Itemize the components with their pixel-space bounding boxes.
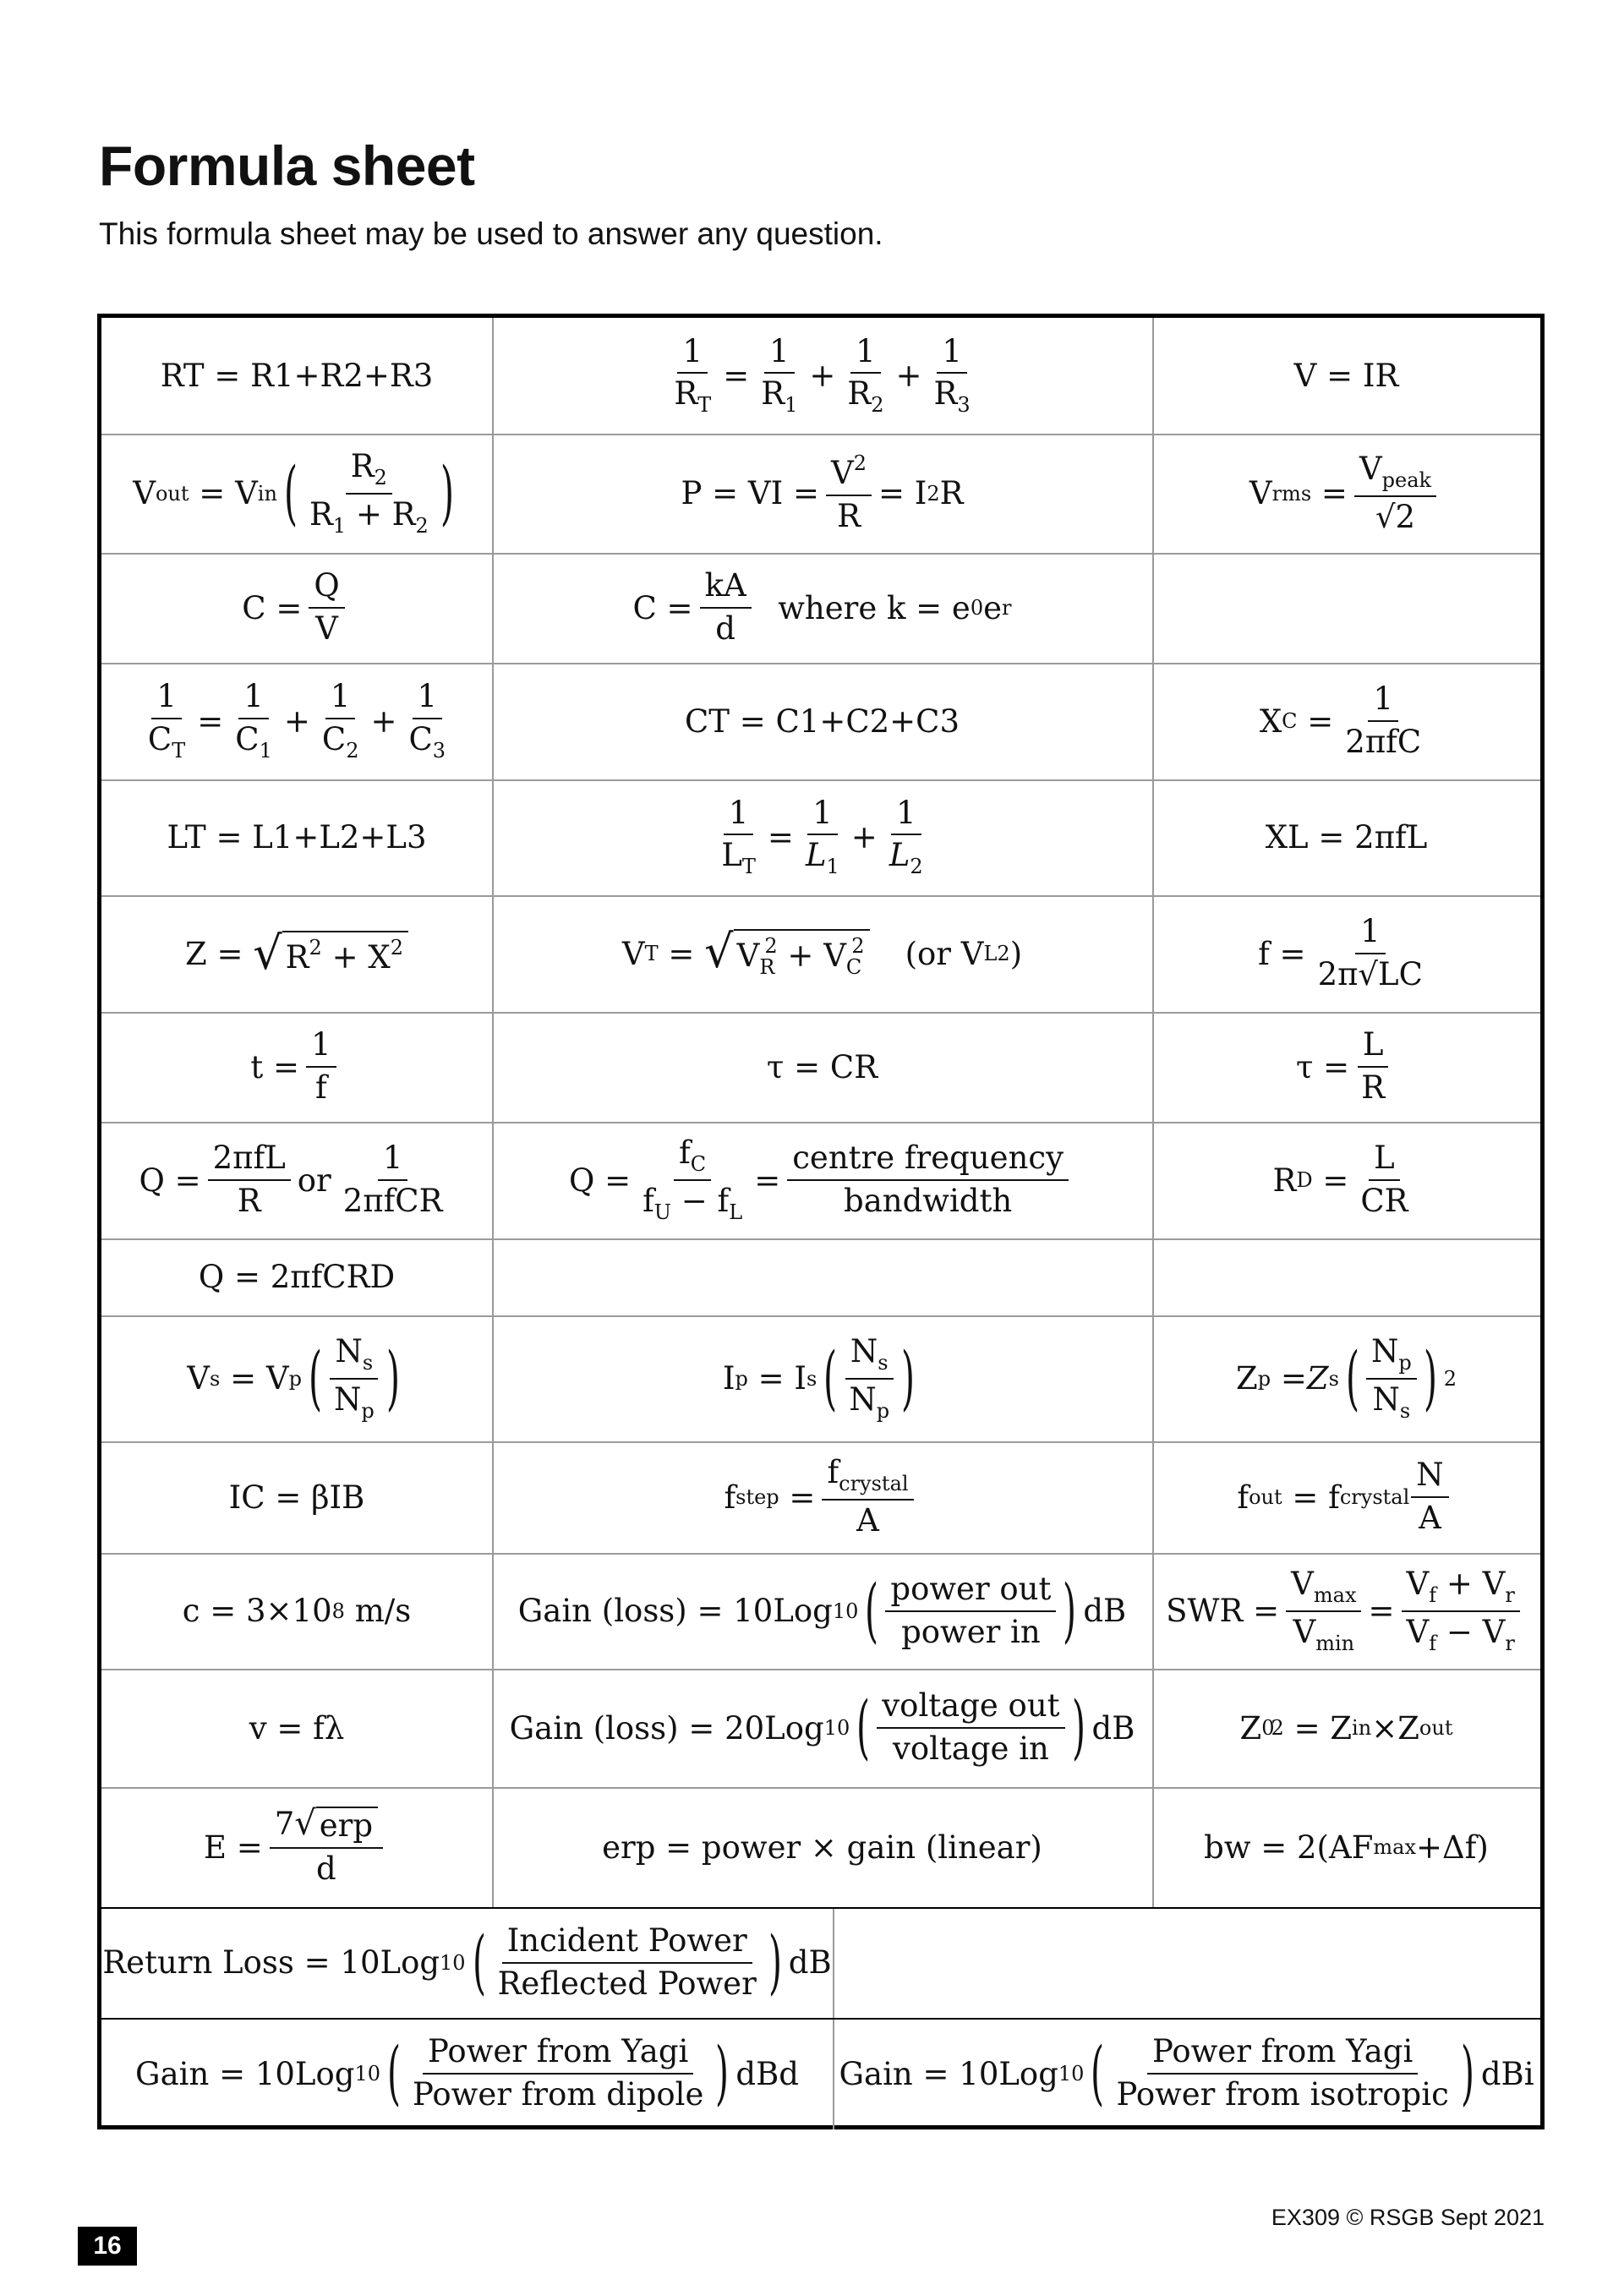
word-dbi: dBi: [1480, 2055, 1534, 2092]
formula-swr: SWR = $\frac{V_{max}}{V_{min}}$ = $\frac{V_f + V_r}{V_f - V_r}$: [1152, 1553, 1540, 1669]
formula-gain-voltage: Gain (loss) = 20Log 10 ( $\frac{\text{voltage out}}{\text{voltage in}}$ ) dB: [509, 1687, 1135, 1768]
word-power-from-isotropic: Power from isotropic: [1116, 2076, 1449, 2113]
formula-transformer-z: Z p = Z s ( $\frac{N_p}{N_s}$ ) 2: [1236, 1332, 1457, 1423]
formula-q-factor: Q = $\frac{\text{2πfL}}{R}$ or $\frac{1}{\text{2πfCR}}$: [139, 1140, 443, 1219]
word-voltage-out: voltage out: [877, 1688, 1064, 1729]
word-or: or: [297, 1162, 331, 1199]
formula-erp: [492, 1787, 1152, 1907]
formula-ohms-law-text: V = IR: [1293, 358, 1399, 394]
page-number: 16: [78, 2227, 137, 2266]
word-reflected-power: Reflected Power: [497, 1965, 757, 2002]
page-subtitle: This formula sheet may be used to answer any question.: [99, 216, 883, 251]
formula-wave-equation-text: v = fλ: [249, 1709, 345, 1747]
formula-tau-lr: τ = $\frac{L}{R}$: [1152, 1012, 1540, 1122]
formula-capacitance-q: C = $\frac{Q}{V}$: [101, 553, 492, 663]
formula-gain-dbi: Gain = 10Log 10 ( $\frac{\text{Power from Yagi}}{\text{Power from isotropic}}$ ) dBi: [839, 2033, 1534, 2113]
formula-f-step: f step = $\frac{f_{crystal}}{A}$: [492, 1441, 1152, 1553]
formula-gain-power: Gain (loss) = 10Log 10 ( $\frac{\text{power out}}{\text{power in}}$ ) dB: [517, 1570, 1127, 1651]
formula-transistor-gain: [101, 1441, 492, 1553]
word-power-in: power in: [901, 1613, 1041, 1650]
word-dbd: dBd: [735, 2055, 799, 2092]
formula-impedance: Z = √ $R^2 + X^2$: [101, 895, 492, 1012]
word-speed: c = 3×10: [182, 1593, 332, 1629]
word-db: dB: [1083, 1593, 1127, 1629]
formula-return-loss: Return Loss = 10Log 10 ( $\frac{\text{Incident Power}}{\text{Reflected Power}}$ ) dB: [102, 1922, 832, 2003]
page-title: Formula sheet: [99, 134, 475, 197]
formula-r-series-text: RT = R1+R2+R3: [160, 358, 434, 394]
formula-l-series-text: LT = L1+L2+L3: [167, 819, 427, 856]
formula-tau-cr-text: τ = CR: [766, 1048, 878, 1085]
word-or-vl: (or V: [905, 935, 984, 972]
word-voltage-in: voltage in: [892, 1730, 1049, 1767]
formula-field-strength: E = 7 √ erp d: [101, 1787, 492, 1907]
formula-capacitance-k: C = $\frac{kA}{d}$ where k = e 0 e r: [632, 567, 1012, 647]
formula-v-divider: V out = V in ( $\frac{R_2}{R_1 + R_2}$ ): [133, 447, 454, 538]
formula-c-series: $\frac{1}{C_T}$ = $\frac{1}{C_1}$ + $\frac{1}{C_2}$ + $\frac{1}{C_3}$: [147, 678, 446, 763]
formula-transistor-gain-text: IC = βIB: [228, 1479, 365, 1516]
formula-x-l-text: XL = 2πfL: [1265, 819, 1428, 856]
word-power-from-yagi: Power from Yagi: [423, 2034, 693, 2075]
formula-tau-cr: [492, 1012, 1152, 1122]
word-ms: m/s: [354, 1593, 412, 1629]
word-gain-loss: Gain (loss): [517, 1593, 687, 1629]
word-where: where: [778, 589, 878, 626]
formula-dynamic-resistance: R D = $\frac{L}{CR}$: [1272, 1140, 1408, 1219]
formula-bandwidth: bw = 2(AF max +Δf): [1204, 1829, 1489, 1866]
formula-c-parallel: [492, 663, 1152, 779]
formula-x-l: [1152, 779, 1540, 895]
formula-q-rd-text: Q = 2πfCRD: [198, 1259, 396, 1295]
formula-transformer-i: I p = I s ( $\frac{N_s}{N_p}$ ): [722, 1332, 916, 1423]
formula-speed-of-light: c = 3×10 8 m/s: [182, 1593, 412, 1629]
formula-q-bandwidth: Q = $\frac{f_C}{f_U - f_L}$ = $\frac{\text{centre frequency}}{\text{bandwidth}}$: [492, 1122, 1152, 1238]
formula-z0: Z 0 2 = Z in ×Z out: [1239, 1709, 1453, 1747]
formula-q-rd: [101, 1238, 492, 1315]
formula-ohms-law: [1152, 318, 1540, 434]
formula-resonance: f = $\frac{1}{2\pi√LC}$: [1258, 913, 1423, 992]
formula-x-c: X C = $\frac{1}{\text{2πfC}}$: [1259, 681, 1422, 760]
word-return-loss: Return Loss: [102, 1944, 294, 1981]
word-power-from-dipole: Power from dipole: [413, 2076, 704, 2113]
formula-v-total: V T = √ $V_R^2 + V_C^2$ (or V L 2 ): [621, 924, 1023, 979]
word-erp: erp = power × gain (linear): [602, 1829, 1042, 1866]
formula-r-parallel: $\frac{1}{R_T}$ = $\frac{1}{R_1}$ + $\frac{1}{R_2}$ + $\frac{1}{R_3}$: [674, 332, 971, 418]
formula-r-series: [101, 318, 492, 434]
word-power-out: power out: [885, 1572, 1056, 1612]
formula-l-parallel: $\frac{1}{L_T}$ = $\frac{1}{L_1}$ + $\frac{1}{L_2}$: [721, 794, 923, 879]
formula-transformer-v: V s = V p ( $\frac{N_s}{N_p}$ ): [187, 1332, 400, 1423]
formula-period: t = $\frac{1}{f}$: [101, 1012, 492, 1122]
formula-f-out: f out = f crystal $\frac{N}{A}$: [1152, 1441, 1540, 1553]
formula-wave-equation: [101, 1669, 492, 1787]
formula-gain-dbd: Gain = 10Log 10 ( $\frac{\text{Power from Yagi}}{\text{Power from dipole}}$ ) dBd: [135, 2033, 799, 2113]
footer-code: EX309 © RSGB Sept 2021: [1271, 2205, 1545, 2230]
formula-table: [97, 314, 1545, 2129]
word-gain: Gain: [135, 2055, 210, 2092]
word-centre-frequency: centre frequency: [787, 1140, 1069, 1181]
formula-l-series: [101, 779, 492, 895]
formula-v-rms: V rms = $\frac{V_{peak}}{√2}$: [1152, 434, 1540, 553]
formula-power: P = VI = $\frac{V^2}{R}$ = I 2 R: [681, 451, 964, 534]
formula-c-parallel-text: CT = C1+C2+C3: [684, 702, 960, 740]
word-incident-power: Incident Power: [502, 1923, 752, 1964]
word-bandwidth: bandwidth: [844, 1183, 1013, 1219]
